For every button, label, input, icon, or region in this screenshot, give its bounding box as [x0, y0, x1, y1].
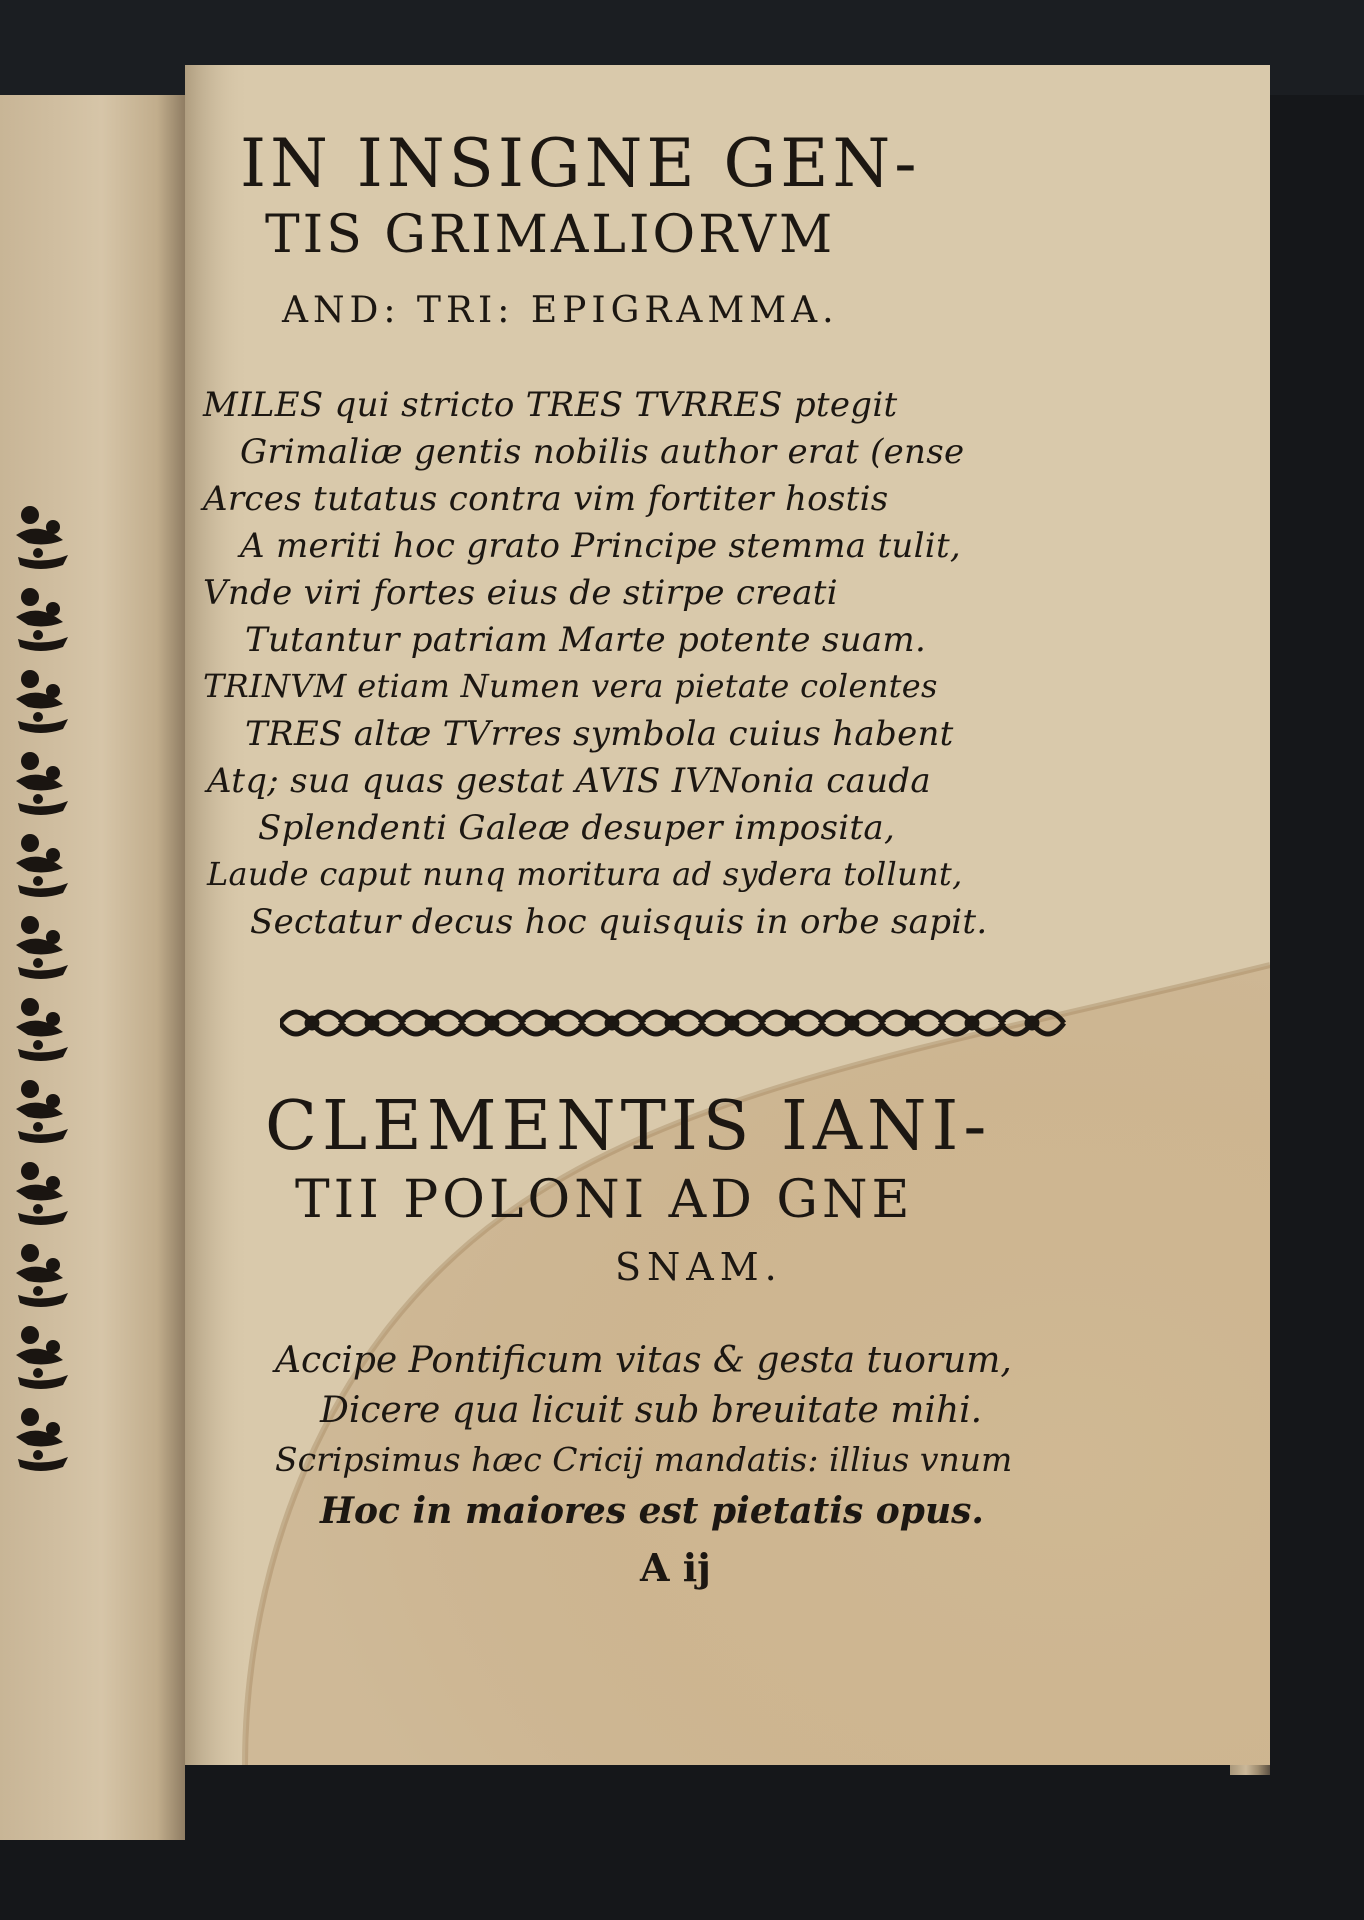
poem1-line: TRES altæ TVrres symbola cuius habent [245, 714, 954, 754]
poem1-line: MILES qui stricto TRES TVRRES ptegit [203, 385, 898, 425]
poem1-line: A meriti hoc grato Principe stemma tulit, [240, 526, 962, 566]
heading1-line3: AND: TRI: EPIGRAMMA. [282, 290, 839, 331]
poem1-line: Tutantur patriam Marte potente suam. [245, 620, 927, 660]
poem2-line: Scripsimus hæc Cricij mandatis: illius vnum [275, 1440, 1013, 1479]
poem2-line: Hoc in maiores est pietatis opus. [320, 1490, 984, 1532]
heading1-line1: IN INSIGNE GEN- [240, 125, 921, 202]
poem1-line: TRINVM etiam Numen vera pietate colentes [203, 667, 938, 705]
heading2-line1: CLEMENTIS IANI- [265, 1087, 992, 1166]
poem1-line: Atq; sua quas gestat AVIS IVNonia cauda [207, 761, 931, 801]
decorative-divider [280, 993, 1070, 1053]
heading1-line2: TIS GRIMALIORVM [265, 205, 836, 265]
poem2-line: Accipe Pontificum vitas & gesta tuorum, [275, 1340, 1012, 1381]
ornamental-border [8, 495, 78, 1485]
poem1-line: Grimaliæ gentis nobilis author erat (ense [240, 432, 965, 472]
signature-mark: A ij [640, 1545, 711, 1590]
page-text [185, 65, 1270, 1765]
right-page [185, 65, 1270, 1765]
poem1-line: Arces tutatus contra vim fortiter hostis [203, 479, 889, 519]
poem1-line: Vnde viri fortes eius de stirpe creati [203, 573, 838, 613]
heading2-line3: SNAM. [615, 1245, 783, 1289]
poem1-line: Splendenti Galeæ desuper imposita, [258, 808, 896, 848]
poem1-line: Sectatur decus hoc quisquis in orbe sapit. [250, 902, 988, 942]
poem1-line: Laude caput nunq moritura ad sydera tollunt, [207, 855, 963, 893]
heading2-line2: TII POLONI AD GNE [295, 1170, 914, 1230]
left-page [0, 95, 185, 1840]
poem2-line: Dicere qua licuit sub breuitate mihi. [320, 1390, 983, 1431]
